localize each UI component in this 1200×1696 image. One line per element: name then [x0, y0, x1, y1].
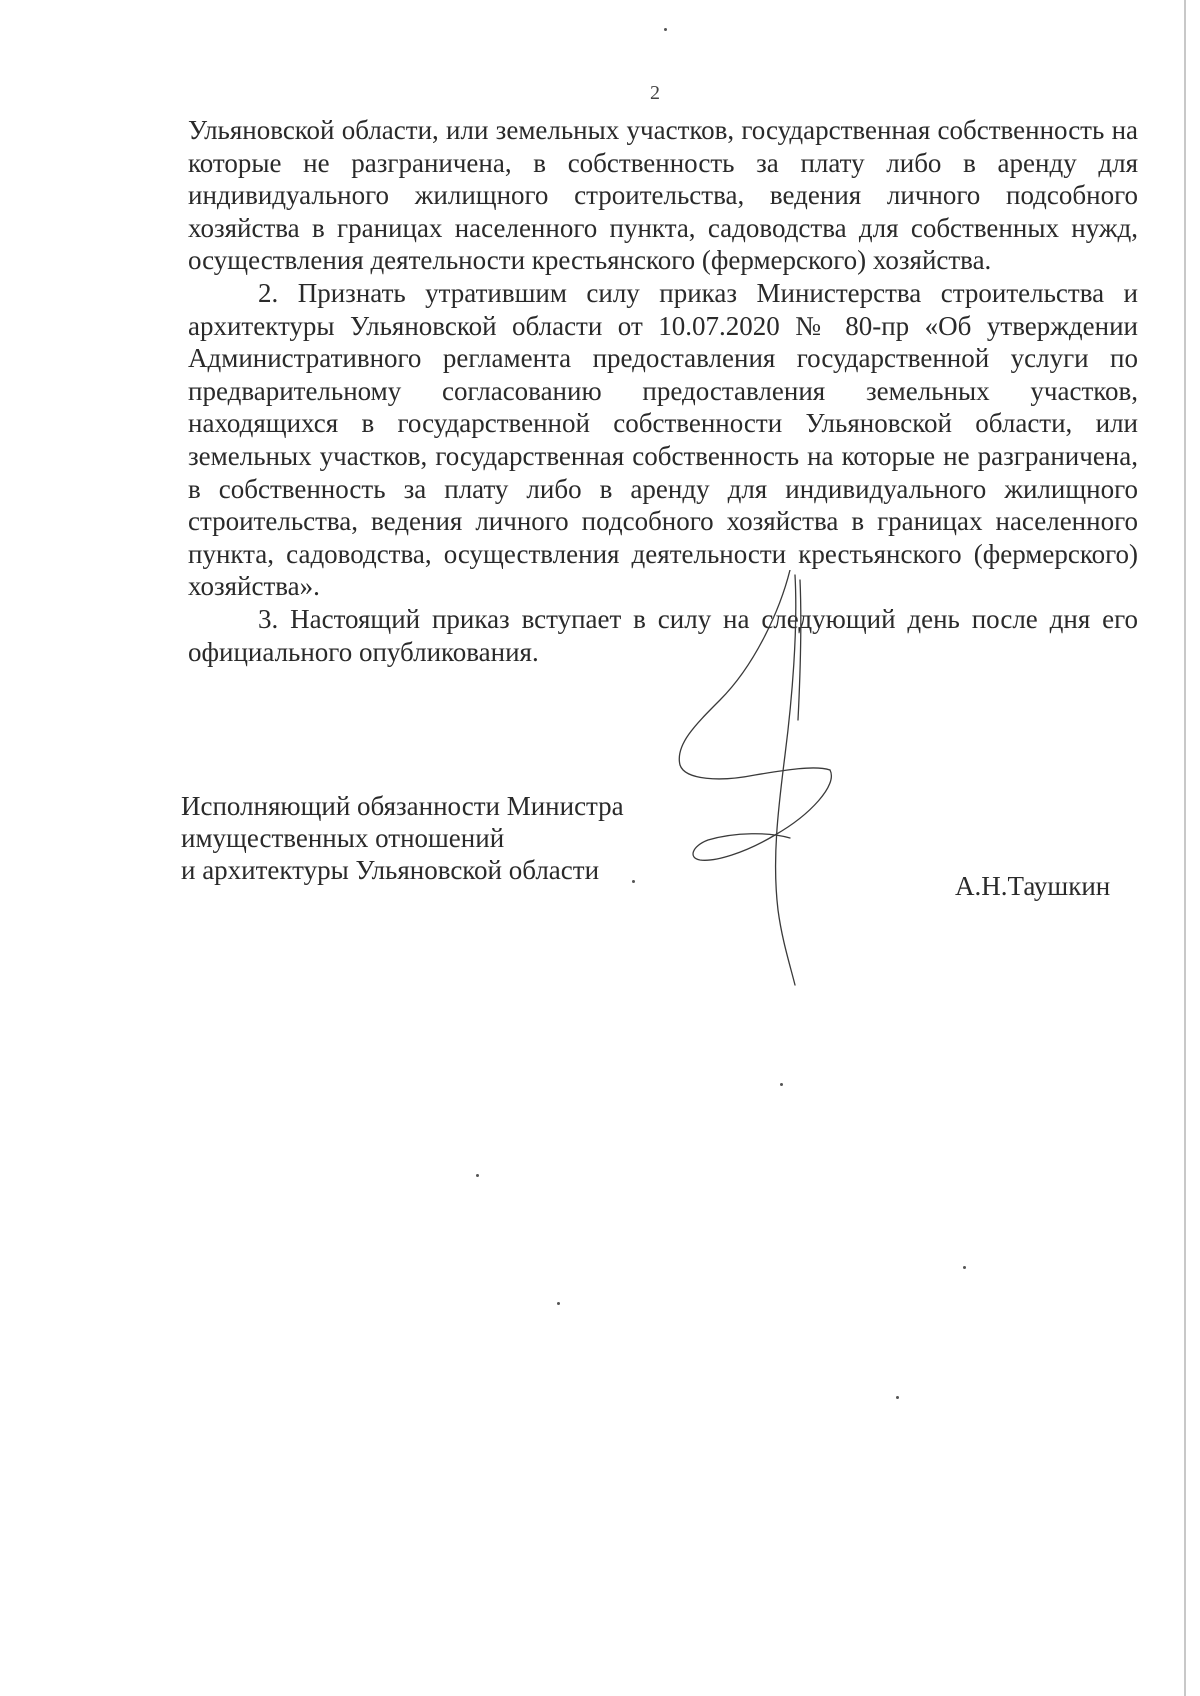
paragraph-item-2: 2. Признать утратившим силу приказ Министерства строительства и архитектуры Ульяновской области от 10.07.2020 № 80-пр «Об утверждении Административного регламента предоставления государственной услуги по предварительному согласованию предоставления земельных участков, находящихся в государственной собственности Ульяновской области, или земельных участков, государственная собственность на которые не разграничена, в собственность за плату либо в аренду для индивидуального жилищного строительства, ведения личного подсобного хозяйства в границах населенного пункта, садоводства, осуществления деятельности крестьянского (фермерского) хозяйства». [188, 277, 1138, 602]
paragraph-continuation: Ульяновской области, или земельных участков, государственная собственность на которые не разграничена, в собственность за плату либо в аренду для индивидуального жилищного строительства, ведения личного подсобного хозяйства в границах населенного пункта, садоводства для собственных нужд, осуществления деятельности крестьянского (фермерского) хозяйства. [188, 115, 1138, 276]
paragraph-item-3: 3. Настоящий приказ вступает в силу на следующий день после дня его официального опубликования. [188, 603, 1138, 667]
signatory-name: А.Н.Таушкин [955, 871, 1111, 901]
scan-speck [963, 1266, 966, 1269]
page-edge-line [1184, 0, 1186, 1696]
scan-speck [557, 1302, 560, 1305]
scan-speck [632, 880, 635, 883]
signature-stroke [798, 580, 801, 720]
signatory-position [181, 790, 701, 886]
handwritten-signature [660, 570, 920, 990]
scan-speck [780, 1083, 783, 1086]
position-line: и архитектуры Ульяновской области [181, 855, 600, 885]
signature-stroke [776, 575, 796, 985]
position-line: Исполняющий обязанности Министра [181, 791, 624, 821]
scan-speck [664, 28, 667, 31]
signature-stroke [693, 770, 831, 860]
page-number: 2 [650, 82, 660, 104]
scan-speck [896, 1396, 899, 1399]
scan-speck [476, 1174, 479, 1177]
signature-stroke [679, 570, 830, 779]
position-line: имущественных отношений [181, 823, 505, 853]
